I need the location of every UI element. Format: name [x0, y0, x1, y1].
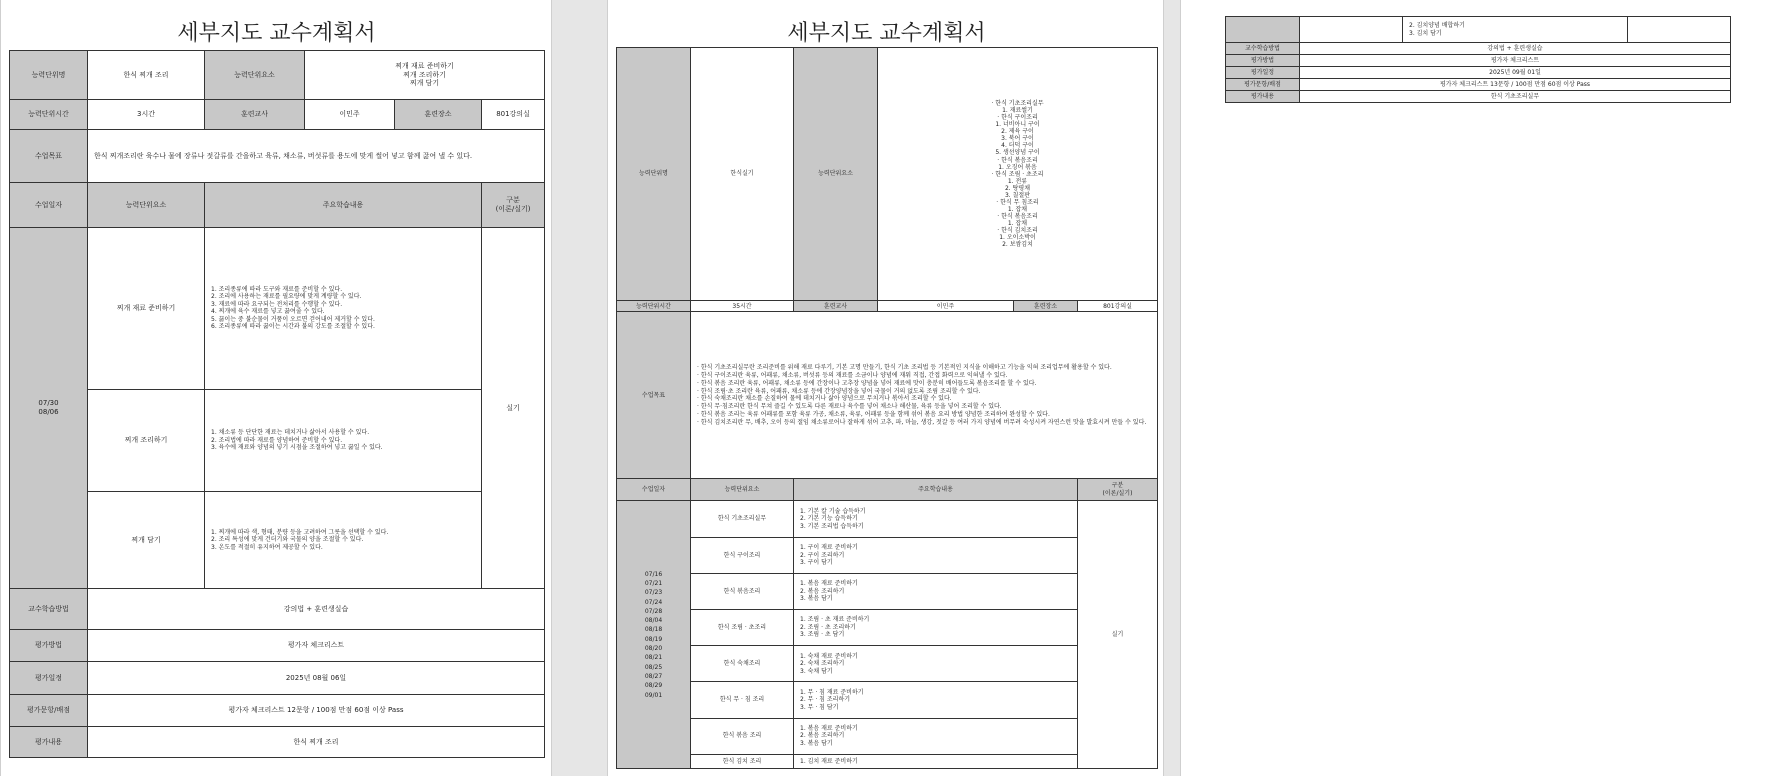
- eval-date-label: 평가일정: [10, 662, 88, 695]
- row-element[interactable]: 찌개 재료 준비하기: [88, 227, 205, 390]
- date-item: 08/20: [644, 645, 663, 653]
- eval-content-label: 평가내용: [1226, 91, 1300, 103]
- teacher-label: 훈련교사: [205, 99, 305, 129]
- goal-text[interactable]: [691, 312, 1158, 479]
- unit-element-label: 능력단위요소: [794, 48, 878, 301]
- content-line: 1. 찌개에 따라 색, 형태, 분량 등을 고려하여 그릇을 선택할 수 있다.: [211, 528, 389, 536]
- unit-element-line: 1. 재료썰기: [1002, 106, 1033, 114]
- header-content: 주요학습내용: [205, 183, 482, 228]
- continued-element-cell: [1300, 17, 1403, 43]
- row-content[interactable]: [205, 227, 482, 390]
- unit-element-line: 4. 더덕 구이: [1001, 142, 1034, 150]
- date-item: 07/23: [644, 589, 663, 597]
- eval-method-value[interactable]: 평가자 체크리스트: [1300, 55, 1731, 67]
- content-line: 3. 기본 조리법 습득하기: [800, 522, 864, 530]
- unit-element-line: 1. 너비아니 구이: [995, 121, 1040, 129]
- row-content[interactable]: [794, 682, 1078, 718]
- unit-element-line: 3. 칠절판: [1004, 191, 1031, 199]
- content-line: 1. 조림 · 초 재료 준비하기: [800, 616, 870, 624]
- content-line: 3. 조림 · 초 담기: [800, 631, 845, 639]
- row-content[interactable]: [1403, 17, 1628, 43]
- eval-criteria-value[interactable]: 평가자 체크리스트 13문항 / 100점 만점 60점 이상 Pass: [1300, 79, 1731, 91]
- goal-line: · 한식 무·침조리란 한식 무쳐 즐길 수 있도록 다른 재료나 육수를 넣어 채소나 해산물, 육류 등을 넣어 조리할 수 있다.: [697, 403, 1002, 411]
- unit-element-line: 찌개 재료 준비하기: [395, 61, 454, 70]
- header-date: 수업일자: [10, 183, 88, 228]
- row-element[interactable]: 한식 조림 · 초조리: [691, 610, 794, 646]
- unit-element-line: · 한식 조림 · 초조리: [991, 170, 1044, 178]
- place-label: 훈련장소: [1014, 301, 1078, 312]
- header-type: [482, 183, 545, 228]
- content-line: 3. 재료에 따라 요구되는 전처리를 수행할 수 있다.: [211, 300, 343, 308]
- eval-content-value[interactable]: 한식 찌개 조리: [88, 727, 545, 758]
- header-type-line: (이론/실기): [495, 204, 531, 213]
- content-line: 3. 볶음 담기: [800, 595, 833, 603]
- eval-method-label: 평가방법: [1226, 55, 1300, 67]
- unit-element-line: 1. 잡채: [1007, 220, 1028, 228]
- unit-time-label: 능력단위시간: [10, 99, 88, 129]
- row-element[interactable]: 찌개 담기: [88, 491, 205, 589]
- unit-element-line: 1. 오징어 볶음: [998, 163, 1037, 171]
- content-line: 5. 끓이는 중 불순물이 거품이 오르면 걷어내어 제거할 수 있다.: [211, 315, 375, 323]
- eval-date-label: 평가일정: [1226, 67, 1300, 79]
- content-line: 1. 구이 재료 준비하기: [800, 544, 858, 551]
- unit-element-line: 3. 북어 구이: [1001, 135, 1034, 143]
- content-line: 2. 김치양념 배합하기: [1409, 22, 1465, 29]
- row-element[interactable]: 한식 기초조리실무: [691, 501, 794, 537]
- goal-line: · 한식 구이조리란 육류, 어패류, 채소류, 버섯류 등의 재료를 소금이나 양념에 재워 직접, 간접 화력으로 익혀낼 수 있다.: [697, 372, 1008, 379]
- date-item: 07/30: [38, 399, 59, 408]
- plan-table-continued: [1225, 16, 1731, 103]
- place-value[interactable]: 801강의실: [482, 99, 545, 129]
- row-element[interactable]: 한식 숙채조리: [691, 646, 794, 682]
- date-item: 08/25: [644, 663, 663, 671]
- unit-element-line: 1. 전류: [1007, 177, 1028, 185]
- content-line: 2. 조리법에 따라 재료를 양념하여 준비할 수 있다.: [211, 436, 343, 444]
- content-line: 3. 숙채 담기: [800, 667, 833, 675]
- document-page-1[interactable]: [0, 0, 552, 776]
- date-item: 08/27: [644, 672, 663, 680]
- method-value[interactable]: 강의법 + 훈련생실습: [1300, 43, 1731, 55]
- row-content[interactable]: [794, 718, 1078, 754]
- goal-text[interactable]: 한식 찌개조리란 육수나 물에 장류나 젓갈류를 간을하고 육류, 채소류, 버섯류를 용도에 맞게 썰어 넣고 함께 끓여 낼 수 있다.: [88, 130, 545, 183]
- eval-criteria-label: 평가문항/배점: [1226, 79, 1300, 91]
- content-line: 3. 구이 담기: [800, 559, 833, 566]
- row-element[interactable]: 한식 김치 조리: [691, 754, 794, 768]
- content-line: 1. 김치 재료 준비하기: [800, 757, 858, 765]
- method-label: 교수학습방법: [1226, 43, 1300, 55]
- content-line: 2. 볶음 조리하기: [800, 587, 845, 595]
- document-page-2[interactable]: [607, 0, 1164, 776]
- row-element[interactable]: 찌개 조리하기: [88, 390, 205, 492]
- unit-time-value[interactable]: 35시간: [691, 301, 794, 312]
- content-line: 6. 조리종류에 따라 끓이는 시간과 불의 강도를 조절할 수 있다.: [211, 323, 375, 331]
- row-element[interactable]: 한식 볶음조리: [691, 573, 794, 609]
- header-type-line: (이론/실기): [1102, 489, 1133, 497]
- unit-name-value[interactable]: 한식 찌개 조리: [88, 51, 205, 100]
- method-label: 교수학습방법: [10, 589, 88, 630]
- continued-date-cell: [1226, 17, 1300, 43]
- content-line: 2. 조리 특성에 맞게 건더기와 국물의 양을 조절할 수 있다.: [211, 536, 364, 544]
- row-element[interactable]: 한식 볶음 조리: [691, 718, 794, 754]
- row-content[interactable]: [794, 610, 1078, 646]
- goal-line: · 한식 숙채조리란 채소를 손질하여 물에 데치거나 삶아 양념으로 무치거나 볶아서 조리할 수 있다.: [697, 395, 952, 403]
- unit-element-line: 찌개 담기: [409, 79, 440, 88]
- date-item: 08/19: [644, 635, 663, 643]
- unit-element-line: 5. 생선양념 구이: [995, 149, 1040, 157]
- content-line: 1. 채소류 등 단단한 재료는 데치거나 삶아서 사용할 수 있다.: [211, 429, 370, 437]
- content-line: 2. 무 · 침 조리하기: [800, 696, 851, 704]
- content-line: 1. 조리종류에 따라 도구와 재료를 준비할 수 있다.: [211, 285, 343, 293]
- header-element: 능력단위요소: [691, 479, 794, 501]
- date-item: 08/18: [644, 626, 663, 634]
- teacher-value[interactable]: 이민주: [305, 99, 395, 129]
- content-line: 1. 기본 칼 기술 습득하기: [800, 507, 866, 515]
- goal-label: 수업목표: [10, 130, 88, 183]
- unit-name-label: 능력단위명: [617, 48, 691, 301]
- row-content[interactable]: [794, 501, 1078, 537]
- continued-type-cell: [1628, 17, 1731, 43]
- eval-criteria-value[interactable]: 평가자 체크리스트 12문항 / 100점 만점 60점 이상 Pass: [88, 694, 545, 727]
- unit-element-line: · 한식 볶음조리: [997, 156, 1038, 164]
- content-line: 3. 무 · 침 담기: [800, 703, 839, 711]
- row-content[interactable]: [794, 646, 1078, 682]
- content-line: 2. 구이 조리하기: [800, 551, 845, 559]
- row-element[interactable]: 한식 구이조리: [691, 537, 794, 573]
- teacher-label: 훈련교사: [794, 301, 878, 312]
- page-title: 세부지도 교수계획서: [787, 21, 986, 46]
- content-line: 3. 김치 담기: [1409, 29, 1442, 37]
- content-line: 1. 무 · 침 재료 준비하기: [800, 688, 864, 696]
- place-value[interactable]: 801강의실: [1078, 301, 1158, 312]
- unit-time-value[interactable]: 3시간: [88, 99, 205, 129]
- content-line: 2. 조림 · 초 조리하기: [800, 623, 856, 631]
- content-line: 1. 볶음 재료 준비하기: [800, 724, 858, 732]
- unit-element-line: · 한식 볶음조리: [997, 213, 1038, 221]
- row-content[interactable]: [205, 390, 482, 492]
- page-title: 세부지도 교수계획서: [177, 21, 376, 46]
- date-item: 08/06: [38, 408, 59, 417]
- document-page-3[interactable]: [1180, 0, 1769, 776]
- header-type: [1078, 479, 1158, 501]
- row-content[interactable]: [794, 573, 1078, 609]
- place-label: 훈련장소: [395, 99, 482, 129]
- eval-method-value[interactable]: 평가자 체크리스트: [88, 629, 545, 662]
- unit-time-label: 능력단위시간: [617, 301, 691, 312]
- row-content[interactable]: [794, 537, 1078, 573]
- unit-element-line: 찌개 조리하기: [403, 70, 446, 79]
- content-line: 1. 숙채 재료 준비하기: [800, 652, 858, 660]
- content-line: 2. 볶음 조리하기: [800, 732, 845, 740]
- plan-table: [616, 47, 1158, 769]
- date-item: 07/16: [644, 570, 663, 578]
- unit-element-line: 2. 보쌈김치: [1002, 241, 1033, 249]
- content-line: 1. 볶음 재료 준비하기: [800, 580, 858, 588]
- content-line: 2. 조리에 사용하는 재료를 필요량에 맞게 계량할 수 있다.: [211, 293, 362, 301]
- date-item: 07/28: [644, 607, 663, 615]
- unit-element-label: 능력단위요소: [205, 51, 305, 100]
- content-line: 2. 숙채 조리하기: [800, 660, 845, 668]
- unit-element-line: · 한식 무 침조리: [996, 198, 1039, 206]
- goal-label: 수업목표: [617, 312, 691, 479]
- header-date: 수업일자: [617, 479, 691, 501]
- unit-element-line: · 한식 기초조리실무: [991, 99, 1044, 107]
- header-element: 능력단위요소: [88, 183, 205, 228]
- goal-line: · 한식 볶음 조리는 육류 어패류를 포함 육류 가공, 채소류, 육류, 어패류 등을 함께 섞어 볶음 요리 방법 양념한 조리하여 완성할 수 있다.: [697, 410, 1050, 418]
- content-line: 4. 찌개에 육수 재료를 넣고 끓여줄 수 있다.: [211, 308, 325, 316]
- unit-element-line: · 한식 김치조리: [997, 227, 1038, 235]
- goal-line: · 한식 볶음 조리란 육류, 어패류, 채소류 등에 간장이나 고추장 양념을 넣어 재료에 맛이 충분히 배어들도록 볶음조리를 할 수 있다.: [697, 379, 1037, 387]
- date-item: 08/21: [644, 654, 663, 662]
- class-dates[interactable]: [10, 227, 88, 589]
- eval-content-value[interactable]: 한식 기초조리실무: [1300, 91, 1731, 103]
- goal-line: · 한식 김치조리란 무, 배추, 오이 등의 절임 채소류로어나 잘하게 섞어 고추, 파, 마늘, 생강, 젓갈 등 여러 가지 양념에 버무려 숙성시켜 자연스런 맛을 발효시켜 만들 수 있다.: [697, 418, 1147, 426]
- date-item: 09/01: [644, 691, 663, 699]
- unit-element-value[interactable]: [305, 51, 545, 100]
- header-type-line: 구분: [1111, 482, 1124, 490]
- type-value[interactable]: 실기: [1078, 501, 1158, 769]
- class-dates[interactable]: [617, 501, 691, 769]
- method-value[interactable]: 강의법 + 훈련생실습: [88, 589, 545, 630]
- unit-element-line: · 한식 구이조리: [997, 114, 1038, 122]
- content-line: 3. 볶음 담기: [800, 739, 833, 747]
- header-type-line: 구분: [506, 196, 520, 205]
- eval-date-value[interactable]: 2025년 09월 01일: [1300, 67, 1731, 79]
- plan-table: [9, 50, 545, 758]
- unit-element-value[interactable]: [878, 48, 1158, 301]
- date-item: 07/21: [644, 579, 663, 587]
- unit-element-line: 2. 제육 구이: [1001, 128, 1034, 136]
- header-content: 주요학습내용: [794, 479, 1078, 501]
- type-value[interactable]: 실기: [482, 227, 545, 589]
- eval-criteria-label: 평가문항/배점: [10, 694, 88, 727]
- unit-element-line: 2. 탕평채: [1004, 184, 1031, 192]
- row-content[interactable]: [794, 754, 1078, 768]
- goal-line: · 한식 기초조리실무란 조리준비를 위해 재료 다루기, 기본 고명 만들기, 한식 기초 조리법 등 기본적인 지식을 이해하고 기능을 익혀 조리업무에 활용할 수 있다.: [697, 364, 1112, 372]
- unit-name-value[interactable]: 한식실기: [691, 48, 794, 301]
- content-line: 2. 기본 기능 습득하기: [800, 515, 858, 523]
- date-item: 07/24: [644, 598, 663, 606]
- content-line: 3. 온도를 적절히 유지하여 제공할 수 있다.: [211, 543, 323, 551]
- eval-method-label: 평가방법: [10, 629, 88, 662]
- unit-name-label: 능력단위명: [10, 51, 88, 100]
- unit-element-line: 1. 오이소박이: [999, 234, 1036, 242]
- eval-date-value[interactable]: 2025년 08월 06일: [88, 662, 545, 695]
- date-item: 08/04: [644, 617, 663, 625]
- teacher-value[interactable]: 이민주: [878, 301, 1014, 312]
- date-item: 08/29: [644, 682, 663, 690]
- unit-element-line: 1. 잡채: [1007, 206, 1028, 214]
- goal-line: · 한식 조림·초 조리란 육류, 어패류, 채소류 등에 간장양념장을 넣어 국물이 거의 없도록 조림 조리할 수 있다.: [697, 387, 981, 395]
- eval-content-label: 평가내용: [10, 727, 88, 758]
- content-line: 3. 육수에 재료와 양념의 넣기 시점을 조절하여 넣고 끓일 수 있다.: [211, 444, 383, 452]
- row-element[interactable]: 한식 무 · 침 조리: [691, 682, 794, 718]
- row-content[interactable]: [205, 491, 482, 589]
